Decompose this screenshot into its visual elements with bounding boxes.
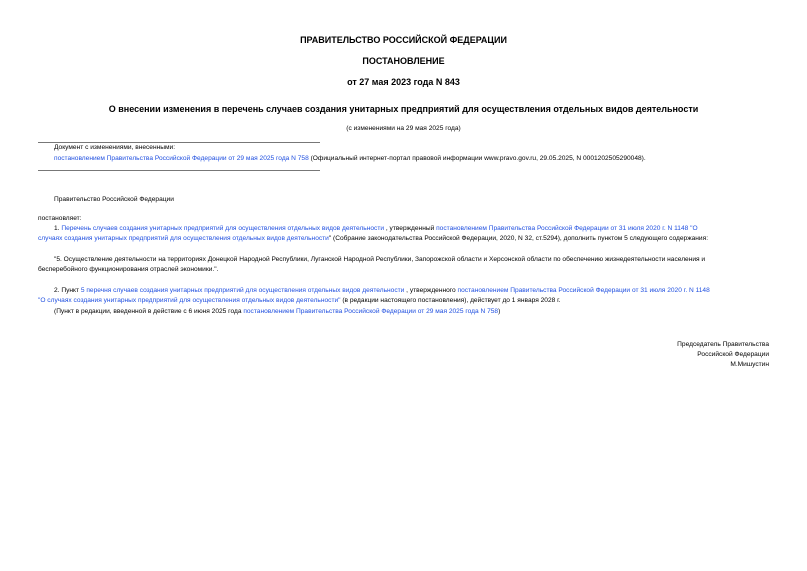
document-type: ПОСТАНОВЛЕНИЕ <box>362 56 445 66</box>
document-title: О внесении изменения в перечень случаев создания унитарных предприятий для осуществления отдельных видов деятельности <box>108 104 699 114</box>
amendment-note: (с изменениями на 29 мая 2025 года) <box>346 125 461 132</box>
issuer: Правительство Российской Федерации <box>54 196 174 203</box>
changes-intro: Документ с изменениями, внесенными: <box>54 144 176 151</box>
paragraph-text: (в редакции настоящего постановления), действует до 1 января 2028 г. <box>340 297 561 304</box>
paragraph-text: , утвержденного <box>404 287 458 294</box>
paragraph-2-line-1 <box>54 286 710 295</box>
changes-bottom-rule <box>38 170 320 171</box>
paragraph-text: 2. Пункт <box>54 287 81 294</box>
document-date-number: от 27 мая 2023 года N 843 <box>347 77 460 87</box>
changes-source: (Официальный интернет-портал правовой информации www.pravo.gov.ru, 29.05.2025, N 0001202505290048). <box>308 155 646 162</box>
signature-body: Российской Федерации <box>697 351 769 358</box>
resolution-758-link[interactable]: постановлением Правительства Российской Федерации от 29 мая 2025 года N 758 <box>243 308 499 315</box>
paragraph-text: , утвержденный <box>384 225 437 232</box>
paragraph-2-note <box>54 307 500 316</box>
resolution-1148-link-cont[interactable]: случаях создания унитарных предприятий для осуществления отдельных видов деятельности <box>38 235 329 242</box>
resolution-1148-link[interactable]: постановлением Правительства Российской Федерации от 31 июля 2020 г. N 1148 "О <box>436 225 698 232</box>
note-text: (Пункт в редакции, введенной в действие с 6 июня 2025 года <box>54 308 244 315</box>
changes-line <box>54 154 646 163</box>
paragraph-number: 1. <box>54 225 62 232</box>
paragraph-1-line-1 <box>54 224 698 233</box>
paragraph-text: " (Собрание законодательства Российской Федерации, 2020, N 32, ст.5294), дополнить пунктом 5 следующего содержания: <box>328 235 709 242</box>
resolution-1148-link-2[interactable]: постановлением Правительства Российской Федерации от 31 июля 2020 г. N 1148 <box>457 287 710 294</box>
note-text: ) <box>498 308 501 315</box>
resolution-1148-title-link[interactable]: "О случаях создания унитарных предприятий для осуществления отдельных видов деятельности" <box>38 297 341 304</box>
point-5-line-1: "5. Осуществление деятельности на территориях Донецкой Народной Республики, Луганской Народной Республики, Запорожской области и Херсонской области по обеспечению жизнедеятельности населения и <box>54 256 706 263</box>
amending-resolution-link[interactable]: постановлением Правительства Российской Федерации от 29 мая 2025 года N 758 <box>54 155 309 162</box>
government-heading: ПРАВИТЕЛЬСТВО РОССИЙСКОЙ ФЕДЕРАЦИИ <box>300 35 507 45</box>
paragraph-2-line-2 <box>38 296 561 305</box>
point-5-line-2: бесперебойного функционирования отраслей экономики.". <box>38 266 219 273</box>
resolves-label: постановляет: <box>38 215 82 222</box>
signature-position: Председатель Правительства <box>677 341 769 348</box>
point-5-link[interactable]: 5 перечня случаев создания унитарных предприятий для осуществления отдельных видов деятельности <box>80 287 405 294</box>
paragraph-1-line-2 <box>38 234 708 243</box>
list-of-cases-link[interactable]: Перечень случаев создания унитарных предприятий для осуществления отдельных видов деятельности <box>61 225 385 232</box>
signature-name: М.Мишустин <box>730 361 769 368</box>
